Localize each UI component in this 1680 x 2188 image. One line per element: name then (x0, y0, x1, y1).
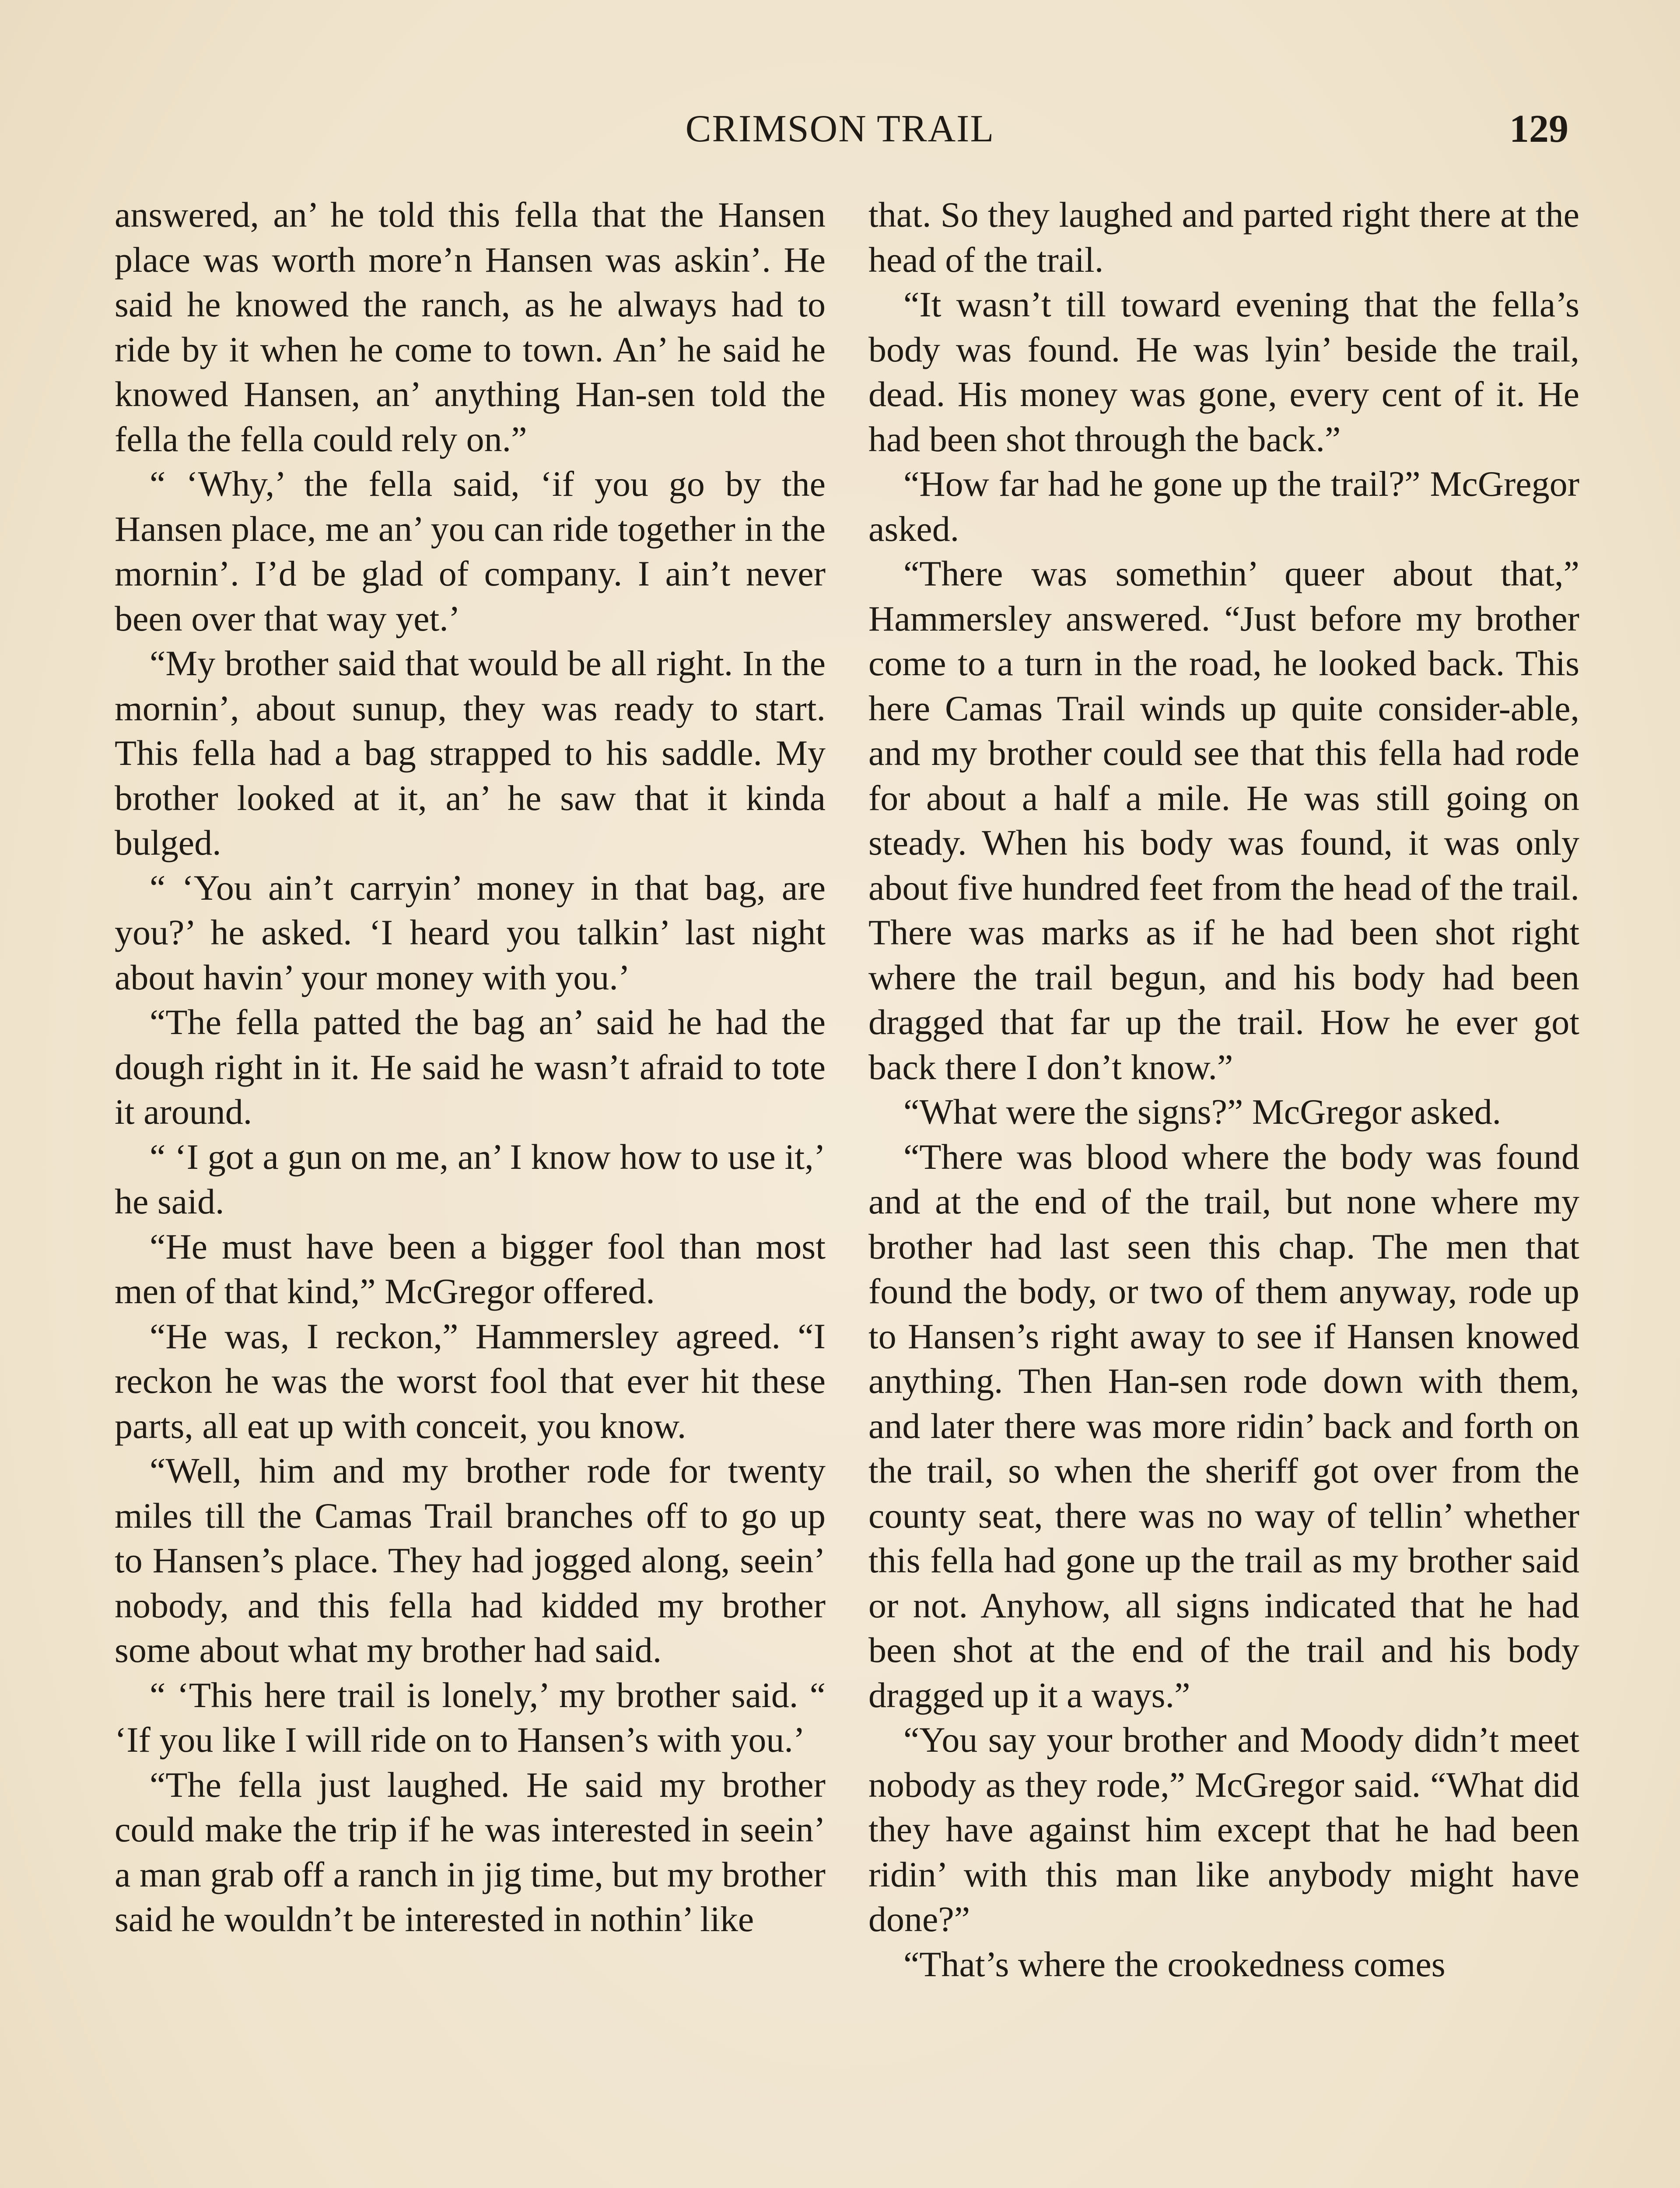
paragraph: “He was, I reckon,” Hammersley agreed. “I reckon he was the worst fool that ever hit these parts, all eat up with conceit, you know. (115, 1316, 826, 1446)
paragraph: “The fella just laughed. He said my brother could make the trip if he was interested in seein’ a man grab off a ranch in jig time, but my brother said he wouldn’t be interested in nothin’ like (115, 1764, 826, 1939)
running-head (0, 105, 1680, 153)
paragraph: answered, an’ he told this fella that the Hansen place was worth more’n Hansen was askin’. He said he knowed the ranch, as he always had to ride by it when he come to town. An’ he said he knowed Hansen, an’ anything Han-sen told the fella the fella could rely on.” (115, 195, 826, 459)
paragraph: “Well, him and my brother rode for twenty miles till the Camas Trail branches off to go up to Hansen’s place. They had jogged along, seein’ nobody, and this fella had kidded my brother some about what my brother had said. (115, 1451, 826, 1670)
paragraph: “That’s where the crookedness comes (903, 1944, 1446, 1984)
paragraph: “ ‘I got a gun on me, an’ I know how to use it,’ he said. (115, 1136, 826, 1221)
paragraph: “There was somethin’ queer about that,” Hammersley answered. “Just before my brother come to a turn in the road, he looked back. This here Camas Trail winds up quite consider-able, and my brother could see that this fella had rode for about a half a mile. He was still going on steady. When his body was found, it was only about five hundred feet from the head of the trail. There was marks as if he had been shot right where the trail begun, and his body had been dragged that far up the trail. How he ever got back there I don’t know.” (868, 554, 1579, 1087)
paragraph: “He must have been a bigger fool than most men of that kind,” McGregor offered. (115, 1226, 826, 1311)
left-text-column (115, 193, 826, 2188)
paragraph: that. So they laughed and parted right there at the head of the trail. (868, 195, 1579, 280)
paragraph: “There was blood where the body was found and at the end of the trail, but none where my brother had last seen this chap. The men that found the body, or two of them anyway, rode up to Hansen’s right away to see if Hansen knowed anything. Then Han-sen rode down with them, and later there was more ridin’ back and forth on the trail, so when the sheriff got over from the county seat, there was no way of tellin’ whether this fella had gone up the trail as my brother said or not. Anyhow, all signs indicated that he had been shot at the end of the trail and his body dragged up it a ways.” (868, 1136, 1579, 1715)
page-number: 129 (1509, 107, 1568, 151)
paragraph: “It wasn’t till toward evening that the fella’s body was found. He was lyin’ beside the trail, dead. His money was gone, every cent of it. He had been shot through the back.” (868, 284, 1579, 459)
paragraph: “How far had he gone up the trail?” McGregor asked. (868, 464, 1579, 549)
running-title: CRIMSON TRAIL (685, 108, 995, 150)
paragraph: “ ‘Why,’ the fella said, ‘if you go by the Hansen place, me an’ you can ride together in the mornin’. I’d be glad of company. I ain’t never been over that way yet.’ (115, 464, 826, 638)
right-text-column (868, 193, 1579, 2188)
paragraph: “My brother said that would be all right. In the mornin’, about sunup, they was ready to start. This fella had a bag strapped to his saddle. My brother looked at it, an’ he saw that it kinda bulged. (115, 643, 826, 863)
paragraph: “The fella patted the bag an’ said he had the dough right in it. He said he wasn’t afraid to tote it around. (115, 1002, 826, 1132)
paragraph: “ ‘You ain’t carryin’ money in that bag, are you?’ he asked. ‘I heard you talkin’ last night about havin’ your money with you.’ (115, 867, 826, 997)
paragraph: “You say your brother and Moody didn’t meet nobody as they rode,” McGregor said. “What did they have against him except that he had been ridin’ with this man like anybody might have done?” (868, 1720, 1579, 1939)
paragraph: “ ‘This here trail is lonely,’ my brother said. “ ‘If you like I will ride on to Hansen’s with you.’ (115, 1675, 826, 1760)
paragraph: “What were the signs?” McGregor asked. (903, 1092, 1502, 1132)
